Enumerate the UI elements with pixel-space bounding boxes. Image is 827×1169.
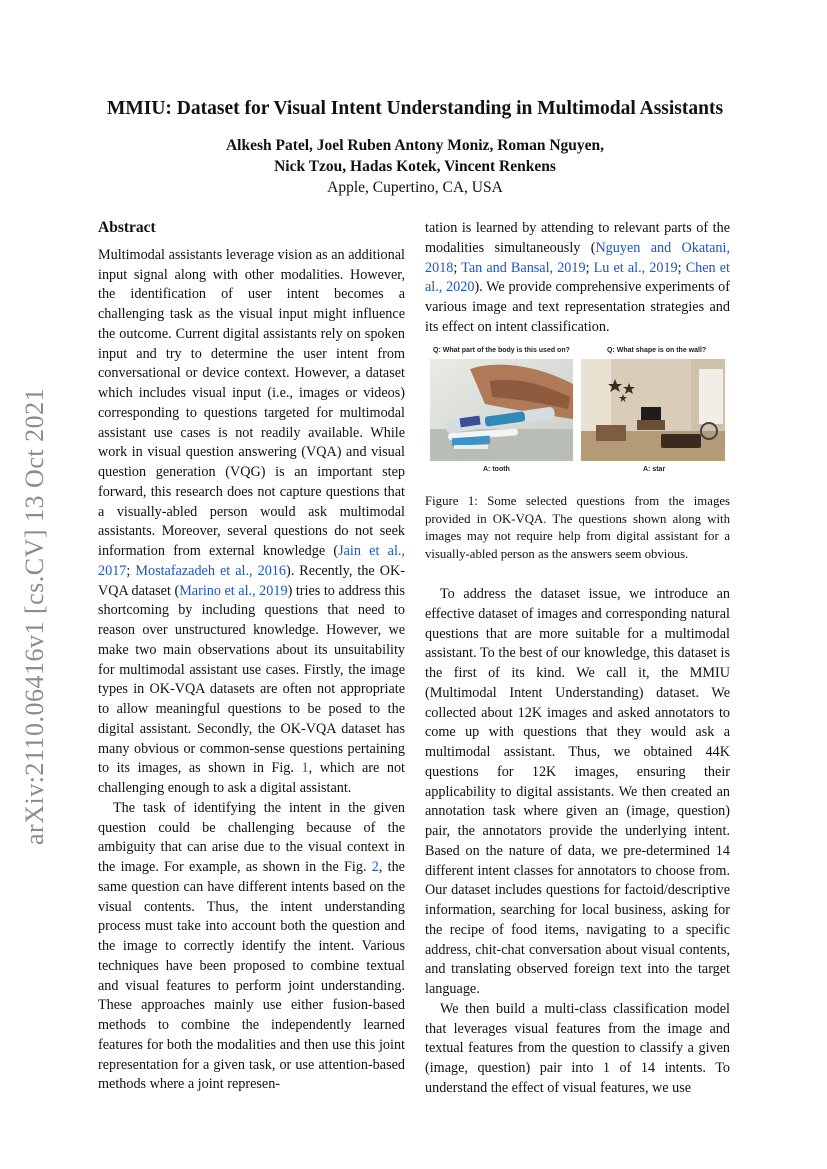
citation-marino[interactable]: Marino et al., 2019 <box>179 582 288 599</box>
toothbrush-photo <box>430 359 573 461</box>
paper-title: MMIU: Dataset for Visual Intent Understanding in Multimodal Assistants <box>106 98 724 119</box>
author-block <box>60 135 770 198</box>
citation-jain[interactable]: Jain et al., 2017 <box>98 543 405 579</box>
figure-2-reference[interactable]: 2 <box>371 859 379 875</box>
arxiv-identifier: arXiv:2110.06416v1 [cs.CV] 13 Oct 2021 <box>20 387 49 845</box>
citation-tan[interactable]: Tan and Bansal, 2019 <box>461 259 586 276</box>
authors-line-1: Alkesh Patel, Joel Ruben Antony Moniz, Roman Nguyen, <box>225 137 605 154</box>
figure-answer-right: A: star <box>643 466 666 473</box>
dataset-paragraph: To address the dataset issue, we introduce an effective dataset of images and corresponding natural questions that are more suitable for a multimodal assistant. To the best of our knowledge, this dataset is the first of its kind. We call it, the MMIU (Multimodal Intent Understanding) dataset. We collected about 12K images and asked annotators to come up with questions that they would ask a multimodal assistant. Thus, we obtained 44K questions for 12K images, ensuring their applicability to digital assistants. We then created an annotation task where given an (image, question) pair, the annotators provide the underlying intent. Based on the nature of data, we pre-determined 14 different intent classes for annotators to choose from. Our dataset includes questions for factoid/descriptive information, searching for local business, asking for the recipe of food items, navigating to a specific address, chit-chat conversation about visual contents, and translating observed foreign text into the target language. <box>425 586 730 997</box>
figure-1-reference[interactable]: 1 <box>301 760 309 777</box>
abstract-paragraph-2: The task of identifying the intent in the given question could be challenging because of the ambiguity that can arise due to the visual context in the image. For example, as shown in the Fig. 2, the same question can have different intents based on the visual contents. Thus, the intent understanding process must take into account both the question and the image to correctly identify the intent. Various techniques have been proposed to combine textual and visual features to perform joint understanding. These approaches mainly use either fusion-based methods to combine the independently learned features for both the modalities and then use this joint representation for a given task, or use attention-based methods where a joint represen- <box>98 799 405 1093</box>
figure-1-caption <box>425 493 730 563</box>
citation-lu[interactable]: Lu et al., 2019 <box>593 259 678 276</box>
figure-question-right: Q: What shape is on the wall? <box>607 347 707 354</box>
authors-line-2: Nick Tzou, Hadas Kotek, Vincent Renkens <box>274 158 556 175</box>
affiliation: Apple, Cupertino, CA, USA <box>327 179 503 196</box>
citation-mostafazadeh[interactable]: Mostafazadeh et al., 2016 <box>135 562 286 579</box>
model-paragraph: We then build a multi-class classification model that leverages visual features from the image and textual features from the question to classify a given (image, question) pair into 1 of 14 intents. To understand the effect of visual features, we use <box>425 1000 730 1096</box>
citation-nguyen[interactable]: Nguyen and Okatani, 2018 <box>425 239 730 276</box>
living-room-illustration <box>581 359 725 461</box>
caption-text: Figure 1: Some selected questions from the images provided in OK-VQA. The questions shown along with images may not require help from digital assistant for a visually-abled person as the answers seem obvious. <box>425 494 730 561</box>
left-column <box>98 218 405 1095</box>
abstract-paragraph-1: Multimodal assistants leverage vision as an additional input signal along with other modalities. However, the identification of user intent becomes a challenging task as the visual input might influence the outcome. Current digital assistants rely on spoken input and try to determine the user intent from conversational or device context. However, a dataset which includes visual input (i.e., images or videos) corresponding to questions targeted for multimodal assistant use cases is not readily available. While work in visual question answering (VQA) and visual question generation (VQG) is an important step forward, this research does not capture questions that a visually-abled person would ask multimodal assistants. Moreover, several questions do not seek information from external knowledge (Jain et al., 2017; Mostafazadeh et al., 2016). Recently, the OK-VQA dataset (Marino et al., 2019) tries to address this shortcoming by including questions that need to reason over unstructured knowledge. However, we make two main observations about its unsuitability for multimodal assistant use cases. Firstly, the image types in OK-VQA datasets are often not appropriate to allow meaningful questions to be posed to the digital assistant. Secondly, the OK-VQA dataset has many obvious or common-sense questions pertaining to its images, as shown in Fig. 1, which are not challenging enough to ask a digital assistant. <box>98 246 406 796</box>
intro-paragraph-continued: tation is learned by attending to relevant parts of the modalities simultaneously (Nguyen and Okatani, 2018; Tan and Bansal, 2019; Lu et al., 2019; Chen et al., 2020). We provide comprehensive experiments of various image and text representation strategies and its effect on intent classification. <box>425 220 730 335</box>
living-room-photo <box>581 359 725 461</box>
right-column-top <box>425 219 730 338</box>
citation-chen[interactable]: Chen et al., 2020 <box>425 259 730 296</box>
figure-question-left: Q: What part of the body is this used on? <box>433 347 570 354</box>
figure-1 <box>425 341 730 476</box>
figure-answer-left: A: tooth <box>483 466 510 473</box>
toothbrush-illustration <box>430 359 573 461</box>
right-column-bottom <box>425 585 730 1099</box>
abstract-heading: Abstract <box>98 219 156 236</box>
